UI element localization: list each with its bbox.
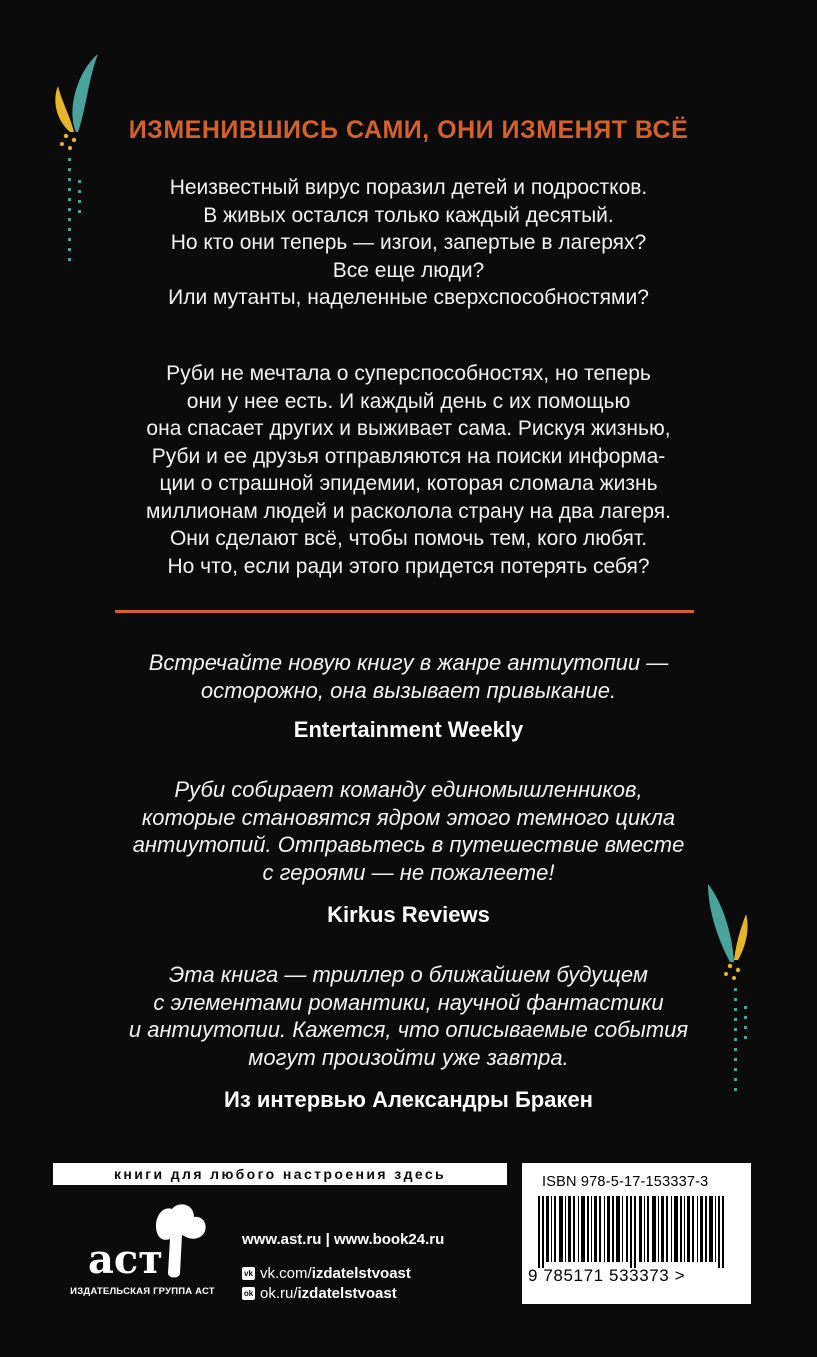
quote-line: осторожно, она вызывает привыкание. <box>200 677 617 703</box>
barcode-box <box>522 1163 751 1304</box>
story-line: они у нее есть. И каждый день с их помощью <box>186 389 631 413</box>
intro-line: Неизвестный вирус поразил детей и подростков. <box>169 176 648 199</box>
story-line: Руби и ее друзья отправляются на поиски информа- <box>151 444 666 468</box>
svg-text:аст: аст <box>88 1236 164 1283</box>
story-line: Но что, если ради этого придется потерять себя? <box>167 554 650 578</box>
story-line: она спасает других и выживает сама. Рискуя жизнью, <box>146 417 671 440</box>
intro-line: Или мутанты, наделенные сверхспособностями? <box>168 286 649 309</box>
story-line: Они сделают всё, чтобы помочь тем, кого любят. <box>169 527 648 550</box>
vk-link[interactable] <box>242 1265 411 1282</box>
ok-link[interactable] <box>242 1285 397 1302</box>
review-source-2: Kirkus Reviews <box>327 902 490 927</box>
quote-line: и антиутопии. Кажется, что описываемые события <box>128 1017 689 1042</box>
quote-line: которые становятся ядром этого темного цикла <box>141 804 676 830</box>
ok-handle: izdatelstvoast <box>297 1285 397 1302</box>
story-line: ции о страшной эпидемии, которая сломала жизнь <box>159 472 658 495</box>
section-divider <box>115 610 694 613</box>
review-quote-3 <box>40 961 777 1071</box>
vk-icon: vk <box>242 1267 255 1280</box>
review-source-1: Entertainment Weekly <box>293 717 524 742</box>
story-line: миллионам людей и расколола страну на два лагеря. <box>146 499 671 523</box>
intro-line: В живых остался только каждый десятый. <box>203 203 614 227</box>
tagline-banner: книги для любого настроения здесь <box>53 1163 507 1185</box>
quote-line: с героями — не пожалеете! <box>262 859 555 885</box>
headline: ИЗМЕНИВШИСЬ САМИ, ОНИ ИЗМЕНЯТ ВСЁ <box>128 116 689 144</box>
review-quote-2 <box>40 776 777 886</box>
review-source-3: Из интервью Александры Бракен <box>224 1087 593 1112</box>
website-links[interactable]: www.ast.ru | www.book24.ru <box>242 1231 445 1248</box>
isbn-label: ISBN 978-5-17-153337-3 <box>542 1174 709 1190</box>
publisher-caption: ИЗДАТЕЛЬСКАЯ ГРУППА АСТ <box>70 1286 215 1297</box>
ast-logo-mark-icon <box>60 1195 230 1290</box>
intro-line: Все еще люди? <box>332 258 485 282</box>
ok-icon: ok <box>243 1289 254 1298</box>
ok-prefix: ok.ru/ <box>260 1285 298 1302</box>
story-line: Руби не мечтала о суперспособностях, но теперь <box>166 362 651 385</box>
story-paragraph <box>60 360 757 580</box>
vk-handle: izdatelstvoast <box>311 1265 411 1282</box>
intro-line: Но кто они теперь — изгои, запертые в лагерях? <box>170 231 647 254</box>
review-quote-1 <box>40 649 777 704</box>
quote-line: антиутопий. Отправьтесь в путешествие вместе <box>132 832 685 857</box>
quote-line: могут произойти уже завтра. <box>248 1044 569 1070</box>
quote-line: Руби собирает команду единомышленников, <box>174 777 643 802</box>
quote-line: Встречайте новую книгу в жанре антиутопии — <box>148 650 669 675</box>
quote-line: Эта книга — триллер о ближайшем будущем <box>169 962 648 987</box>
vk-prefix: vk.com/ <box>260 1265 312 1282</box>
barcode-digits: 9 785171 533373 > <box>528 1266 686 1285</box>
intro-paragraph <box>60 174 757 312</box>
quote-line: с элементами романтики, научной фантастики <box>153 989 664 1015</box>
barcode-icon <box>538 1196 736 1268</box>
